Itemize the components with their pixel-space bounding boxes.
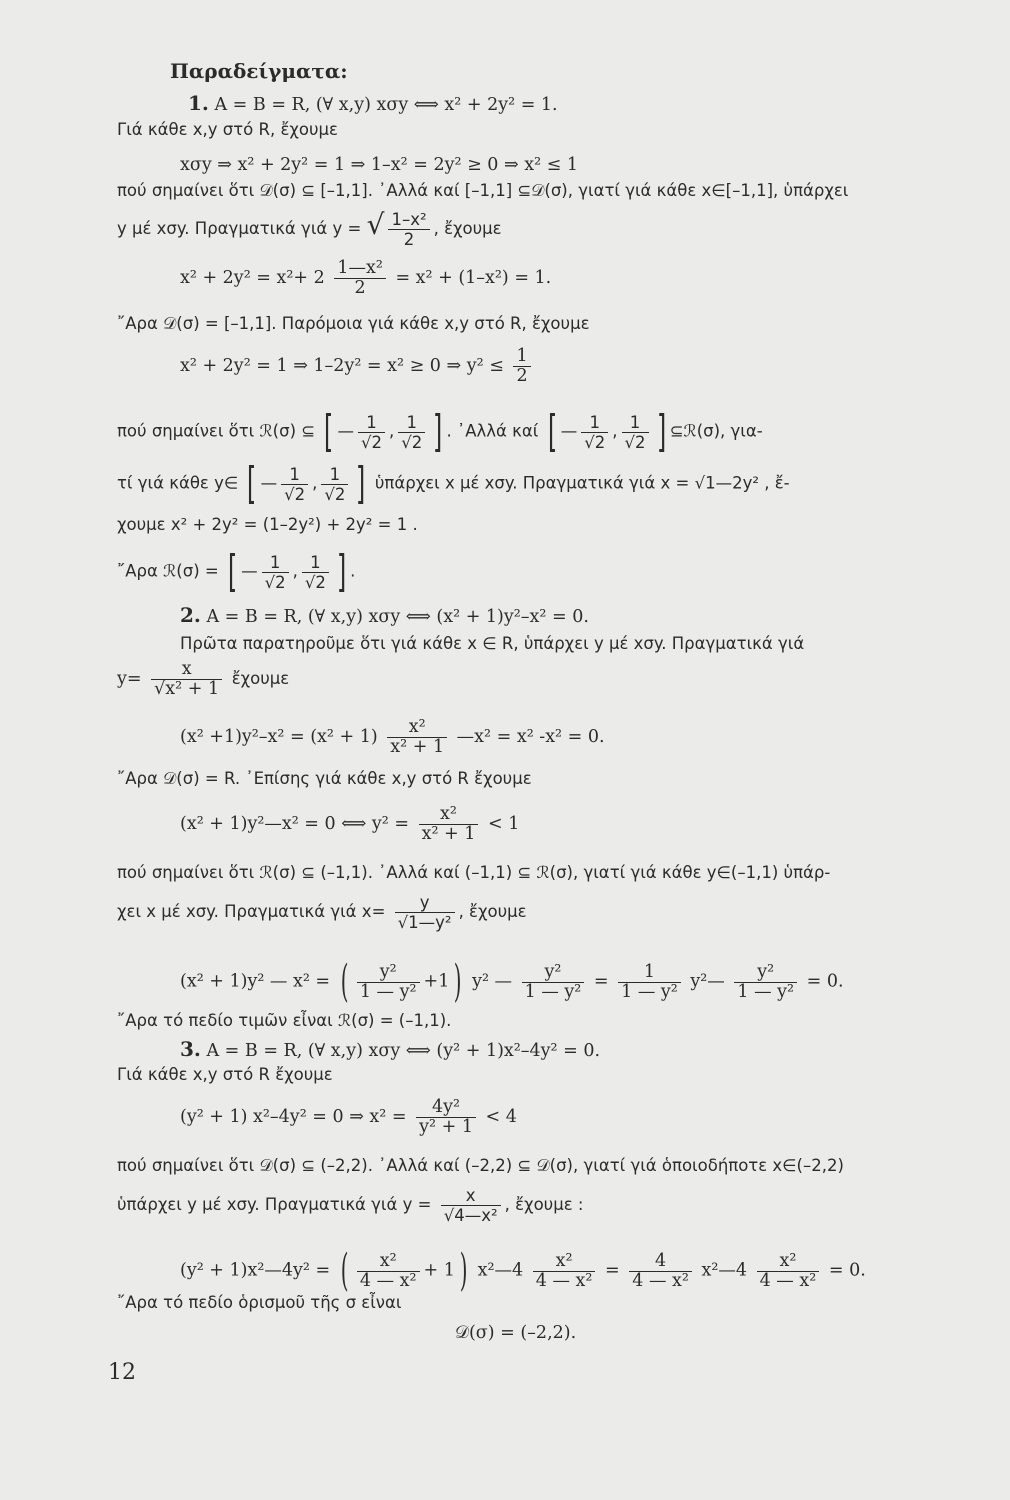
numerator: 1 xyxy=(516,346,528,366)
text-span: — xyxy=(337,421,355,441)
numerator: 1–x² xyxy=(391,210,427,229)
text-span: y μέ xσy. Πραγματικά γιά y = xyxy=(117,219,362,238)
denominator: √4—x² xyxy=(441,1205,501,1225)
numerator: x² xyxy=(555,1250,573,1271)
denominator: √2 xyxy=(398,432,425,452)
fraction xyxy=(419,805,479,844)
text-line: ῎Αρα τό πεδίο ὁρισμοῦ τῆς σ εἶναι xyxy=(117,1293,402,1312)
numerator: 1 xyxy=(289,464,300,484)
text-span: = 0. xyxy=(806,971,844,992)
fraction xyxy=(533,1252,596,1291)
numerator: 1 xyxy=(629,412,641,432)
equation-line xyxy=(180,347,535,386)
denominator: 1 — y² xyxy=(357,982,420,1002)
fraction xyxy=(441,1186,501,1225)
text-line-with-interval: τί γιά κάθε y∈ [ — $\frac{1}{√2}$ , $\frac{1}{√2}$ ] ὑπάρχει x μέ xσy. Πραγματικά γιά x = √1—2y² , ἔ- xyxy=(117,458,790,509)
numerator: x xyxy=(181,659,192,679)
denominator: 2 xyxy=(388,229,429,249)
text-line-with-root: y μέ xσy. Πραγματικά γιά y = √ $\frac{\text{1–x²}}{2}$ , ἔχουμε xyxy=(117,208,502,249)
text-span: + 1 xyxy=(423,1260,455,1281)
text-span: ὑπάρχει x μέ xσy. Πραγματικά γιά x = √1—2y² , ἔ- xyxy=(374,473,790,493)
fraction xyxy=(387,718,447,757)
numerator: x xyxy=(465,1186,476,1205)
text-span: = 0. xyxy=(828,1260,866,1281)
text-span: = x² + (1–x²) = 1. xyxy=(395,268,552,288)
text-line: ῎Αρα τό πεδίο τιμῶν εἶναι ℛ(σ) = (–1,1). xyxy=(117,1011,452,1030)
numerator: x² xyxy=(379,1250,397,1271)
denominator: 4 — x² xyxy=(533,1271,596,1291)
denominator: y² + 1 xyxy=(416,1117,476,1137)
text-span: y² — xyxy=(472,971,513,992)
fraction xyxy=(262,553,289,592)
text-line-with-fraction xyxy=(117,1186,583,1225)
fraction xyxy=(281,465,308,504)
fraction xyxy=(416,1098,476,1137)
equation-line xyxy=(180,259,551,298)
example-number: 2. xyxy=(180,603,201,627)
fraction xyxy=(358,413,385,452)
numerator: y² xyxy=(379,961,397,982)
fraction xyxy=(522,963,585,1002)
text-span: . ᾿Αλλά καί xyxy=(446,421,539,441)
numerator: 1 xyxy=(643,961,656,982)
text-span: ⊆ℛ(σ), για- xyxy=(669,421,763,441)
numerator: 1—x² xyxy=(337,258,383,278)
numerator: y² xyxy=(544,961,562,982)
denominator: √2 xyxy=(281,484,308,504)
text-line-with-interval: πού σημαίνει ὅτι ℛ(σ) ⊆ [ — $\frac{1}{√2}$ , $\frac{1}{√2}$ ] . ᾿Αλλά καί [ — $\frac{1}{√2}$ , $\frac{1}{√2}$ ] ⊆ℛ(σ), για- xyxy=(117,406,763,457)
text-span: ἔχουμε xyxy=(231,669,290,688)
denominator: √2 xyxy=(262,572,289,592)
denominator: √x² + 1 xyxy=(151,679,222,699)
numerator: y² xyxy=(757,961,775,982)
denominator: 4 — x² xyxy=(629,1271,692,1291)
text-span: y²— xyxy=(690,971,725,992)
text-span: (x² + 1)y² — x² = xyxy=(180,971,331,992)
text-span: x² + 2y² = 1 ⇒ 1–2y² = x² ≥ 0 ⇒ y² ≤ xyxy=(180,356,504,376)
section-heading: Παραδείγματα: xyxy=(170,59,348,83)
fraction xyxy=(734,963,797,1002)
example-statement: A = B = R, (∀ x,y) xσy ⟺ (y² + 1)x²–4y² = 0. xyxy=(206,1041,601,1061)
text-line: Γιά κάθε x,y στό R ἔχουμε xyxy=(117,1065,333,1084)
example-statement: A = B = R, (∀ x,y) xσy ⟺ x² + 2y² = 1. xyxy=(214,95,558,115)
fraction xyxy=(357,963,420,1002)
text-line: πού σημαίνει ὅτι ℛ(σ) ⊆ (–1,1). ᾿Αλλά καί (–1,1) ⊆ ℛ(σ), γιατί γιά κάθε y∈(–1,1) ὑπάρ- xyxy=(117,863,831,882)
text-span: , ἔχουμε xyxy=(458,902,527,921)
text-line: ῎Αρα 𝒟(σ) = R. ᾿Επίσης γιά κάθε x,y στό R ἔχουμε xyxy=(117,769,532,788)
fraction xyxy=(321,465,348,504)
equation-line: xσy ⇒ x² + 2y² = 1 ⇒ 1–x² = 2y² ≥ 0 ⇒ x² ≤ 1 xyxy=(180,155,579,175)
equation-line: (y² + 1)x²—4y² = ( $\frac{\text{x²}}{\text{4 — x²}}$ + 1 ) x²—4 $\frac{\text{x²}}{\text{4 — x²}}$ = $\frac{4}{\text{4 — x²}}$ x²—4 $\frac{\text{x²}}{\text{4 — x²}}$ = 0. xyxy=(180,1245,866,1296)
denominator: √2 xyxy=(321,484,348,504)
text-span: (y² + 1)x²—4y² = xyxy=(180,1260,331,1281)
denominator: √2 xyxy=(302,572,329,592)
text-line: πού σημαίνει ὅτι 𝒟(σ) ⊆ (–2,2). ᾿Αλλά καί (–2,2) ⊆ 𝒟(σ), γιατί γιά ὁποιοδήποτε x∈(–2,2) xyxy=(117,1156,844,1175)
denominator: 1 — y² xyxy=(522,982,585,1002)
text-line: ῎Αρα 𝒟(σ) = [–1,1]. Παρόμοια γιά κάθε x,y στό R, ἔχουμε xyxy=(117,314,590,333)
text-span: = xyxy=(593,971,609,992)
text-span: y= xyxy=(117,669,142,689)
numerator: 1 xyxy=(269,552,281,572)
fraction xyxy=(302,553,329,592)
denominator: √2 xyxy=(622,432,649,452)
denominator: 1 — y² xyxy=(734,982,797,1002)
text-span: < 4 xyxy=(485,1107,517,1127)
numerator: 1 xyxy=(406,412,418,432)
text-span: — xyxy=(241,561,258,581)
text-span: χει x μέ xσy. Πραγματικά γιά x= xyxy=(117,902,386,921)
text-span: ῎Αρα ℛ(σ) = xyxy=(117,561,219,581)
text-span: (x² + 1)y²—x² = 0 ⟺ y² = xyxy=(180,814,410,834)
text-line-with-interval: ῎Αρα ℛ(σ) = [ — $\frac{1}{√2}$ , $\frac{1}{√2}$ ] . xyxy=(117,546,356,597)
text-span: x²—4 xyxy=(477,1260,524,1281)
text-span: ὑπάρχει y μέ xσy. Πραγματικά γιά y = xyxy=(117,1195,432,1214)
denominator: 4 — x² xyxy=(357,1271,420,1291)
fraction xyxy=(151,660,222,699)
numerator: x² xyxy=(779,1250,797,1271)
text-span: , ἔχουμε : xyxy=(504,1195,584,1214)
text-span: < 1 xyxy=(487,814,520,834)
text-span: +1 xyxy=(423,971,450,992)
text-span: τί γιά κάθε y∈ xyxy=(117,473,239,493)
text-line: πού σημαίνει ὅτι 𝒟(σ) ⊆ [–1,1]. ᾿Αλλά καί [–1,1] ⊆𝒟(σ), γιατί γιά κάθε x∈[–1,1], ὑπάρχει xyxy=(117,181,849,200)
numerator: 1 xyxy=(589,412,601,432)
denominator: √2 xyxy=(581,432,608,452)
text-span: , ἔχουμε xyxy=(433,219,502,238)
denominator: 2 xyxy=(513,366,530,386)
example-number: 1. xyxy=(188,91,209,115)
equation-line xyxy=(180,805,519,844)
example-number: 3. xyxy=(180,1037,201,1061)
text-span: πού σημαίνει ὅτι ℛ(σ) ⊆ xyxy=(117,421,316,441)
fraction xyxy=(757,1252,820,1291)
example-1-title xyxy=(188,92,558,116)
denominator: 2 xyxy=(334,278,386,298)
fraction xyxy=(398,413,425,452)
text-span: x² + 2y² = x²+ 2 xyxy=(180,268,325,288)
denominator: √2 xyxy=(358,432,385,452)
fraction xyxy=(357,1252,420,1291)
final-result: 𝒟(σ) = (–2,2). xyxy=(455,1323,577,1343)
numerator: y xyxy=(419,893,430,912)
fraction xyxy=(395,893,455,932)
example-statement: A = B = R, (∀ x,y) xσy ⟺ (x² + 1)y²–x² = 0. xyxy=(206,607,589,627)
equation-line xyxy=(117,660,289,699)
denominator: 4 — x² xyxy=(757,1271,820,1291)
fraction xyxy=(581,413,608,452)
text-span: — xyxy=(560,421,578,441)
numerator: x² xyxy=(440,804,457,824)
numerator: 1 xyxy=(310,552,321,572)
text-span: — xyxy=(260,473,278,493)
fraction xyxy=(629,1252,692,1291)
example-2-title xyxy=(180,604,589,628)
denominator: 1 — y² xyxy=(618,982,681,1002)
fraction xyxy=(388,210,429,249)
equation-line: (x² + 1)y² — x² = ( $\frac{\text{y²}}{\text{1 — y²}}$ +1 ) y² — $\frac{\text{y²}}{\text{1 — y²}}$ = $\frac{1}{\text{1 — y²}}$ y²— $\frac{\text{y²}}{\text{1 — y²}}$ = 0. xyxy=(180,956,844,1007)
equation-line xyxy=(180,718,605,757)
fraction xyxy=(513,347,530,386)
fraction xyxy=(622,413,649,452)
text-line: Πρῶτα παρατηροῦμε ὅτι γιά κάθε x ∈ R, ὑπάρχει y μέ xσy. Πραγματικά γιά xyxy=(180,634,805,653)
text-line: Γιά κάθε x,y στό R, ἔχουμε xyxy=(117,120,338,139)
text-line: χουμε x² + 2y² = (1–2y²) + 2y² = 1 . xyxy=(117,515,418,534)
equation-line xyxy=(180,1098,517,1137)
page-number: 12 xyxy=(108,1360,136,1385)
numerator: 4 xyxy=(655,1250,667,1271)
numerator: 1 xyxy=(366,412,377,432)
fraction xyxy=(334,259,386,298)
text-span: = xyxy=(605,1260,620,1281)
fraction xyxy=(618,963,681,1002)
text-line-with-fraction xyxy=(117,893,527,932)
denominator: x² + 1 xyxy=(387,737,447,757)
example-3-title xyxy=(180,1038,600,1062)
numerator: 1 xyxy=(329,464,341,484)
denominator: √1—y² xyxy=(395,912,455,932)
denominator: x² + 1 xyxy=(419,824,479,844)
text-span: x²—4 xyxy=(701,1260,748,1281)
numerator: x² xyxy=(408,717,426,737)
text-span: (x² +1)y²–x² = (x² + 1) xyxy=(180,727,378,747)
text-span: —x² = x² -x² = 0. xyxy=(456,727,605,747)
text-span: (y² + 1) x²–4y² = 0 ⇒ x² = xyxy=(180,1107,407,1127)
numerator: 4y² xyxy=(432,1097,461,1117)
